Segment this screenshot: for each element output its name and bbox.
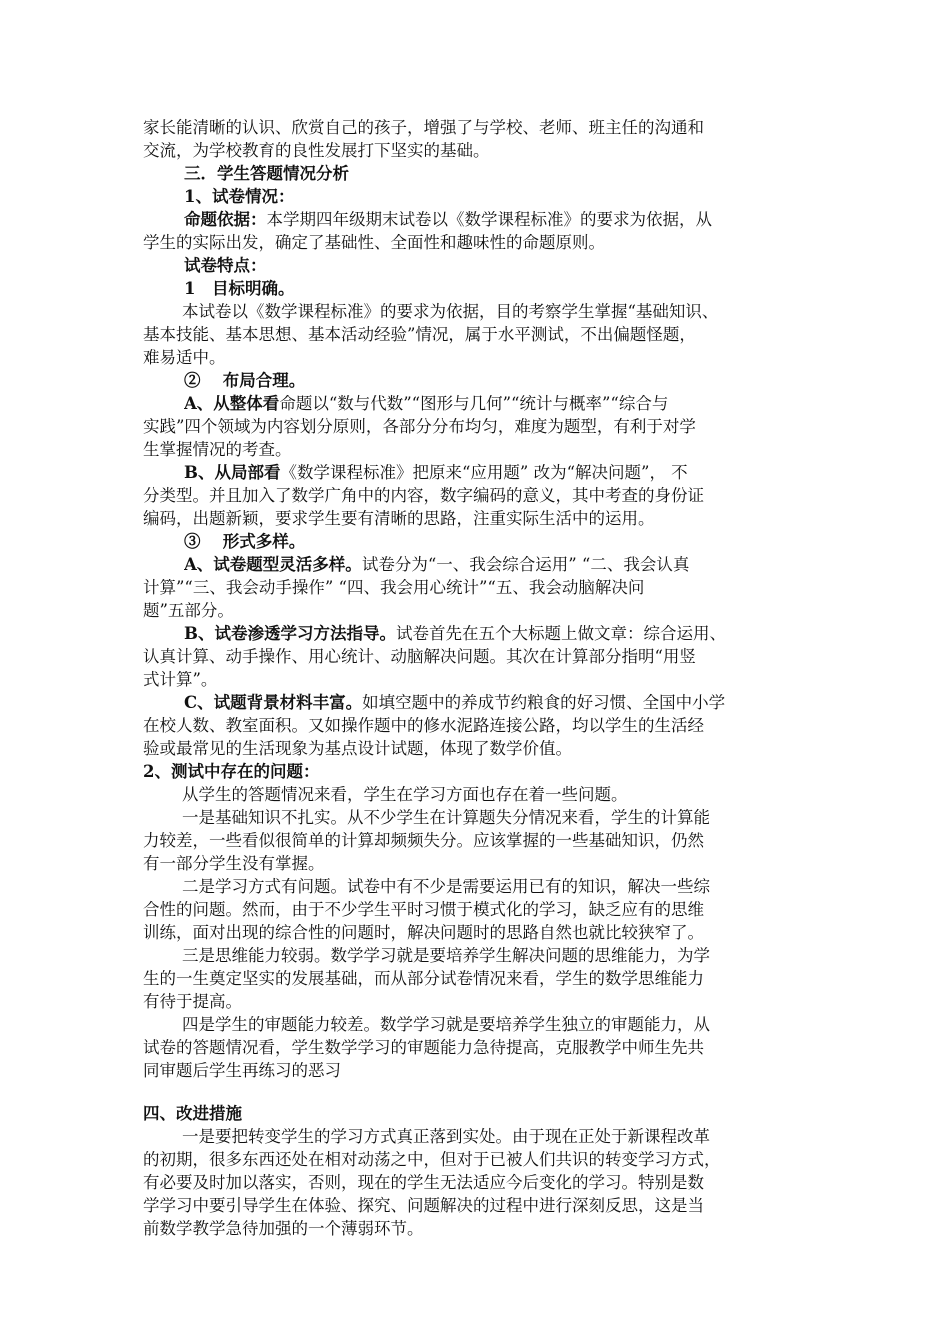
section-heading: 三．学生答题情况分析 [184, 164, 349, 183]
text-line [184, 691, 864, 715]
text-line: 有待于提高。 [143, 992, 242, 1011]
text-line: 学学习中要引导学生在体验、探究、问题解决的过程中进行深刻反思，这是当 [143, 1196, 704, 1215]
inline-heading: A、从整体看 [184, 394, 280, 413]
list-heading: 1 目标明确。 [184, 279, 295, 298]
text-line: 生的一生奠定坚实的发展基础，而从部分试卷情况来看，学生的数学思维能力 [143, 969, 704, 988]
text-line: 从学生的答题情况来看，学生在学习方面也存在着一些问题。 [182, 785, 628, 804]
text-line [184, 553, 864, 577]
text-run: 本学期四年级期末试卷以《数学课程标准》的要求为依据，从 [266, 210, 712, 229]
text-line: 一是要把转变学生的学习方式真正落到实处。由于现在正处于新课程改革 [182, 1127, 710, 1146]
list-heading: ③ 形式多样。 [184, 532, 306, 551]
text-line: 认真计算、动手操作、用心统计、动脑解决问题。其次在计算部分指明“用竖 [143, 647, 696, 666]
inline-heading: B、试卷渗透学习方法指导。 [184, 624, 396, 643]
text-line: 计算”“三、我会动手操作” “四、我会用心统计”“五、我会动脑解决问 [143, 578, 645, 597]
text-line: 力较差，一些看似很简单的计算却频频失分。应该掌握的一些基础知识，仍然 [143, 831, 704, 850]
text-line: 验或最常见的生活现象为基点设计试题，体现了数学价值。 [143, 739, 572, 758]
text-line: 试卷的答题情况看，学生数学学习的审题能力急待提高，克服教学中师生先共 [143, 1038, 704, 1057]
text-line [184, 392, 864, 416]
text-line: 有一部分学生没有掌握。 [143, 854, 325, 873]
text-line: 实践”四个领域为内容划分原则，各部分分布均匀，难度为题型，有利于对学 [143, 417, 696, 436]
text-line: 四是学生的审题能力较差。数学学习就是要培养学生独立的审题能力，从 [182, 1015, 710, 1034]
text-line: 生掌握情况的考查。 [143, 440, 292, 459]
text-line: 在校人数、教室面积。又如操作题中的修水泥路连接公路，均以学生的生活经 [143, 716, 704, 735]
text-run: 命题以“数与代数”“图形与几何”“统计与概率”“综合与 [279, 394, 669, 413]
subsection-heading: 1、试卷情况： [184, 187, 295, 206]
text-line: 一是基础知识不扎实。从不少学生在计算题失分情况来看，学生的计算能 [182, 808, 710, 827]
text-line: 有必要及时加以落实，否则，现在的学生无法适应今后变化的学习。特别是数 [143, 1173, 704, 1192]
text-run: 如填空题中的养成节约粮食的好习惯、全国中小学 [362, 693, 726, 712]
text-line: 学生的实际出发，确定了基础性、全面性和趣味性的命题原则。 [143, 233, 605, 252]
subheading: 试卷特点： [184, 256, 267, 275]
text-line: 难易适中。 [143, 348, 226, 367]
text-line: 同审题后学生再练习的恶习 [143, 1061, 341, 1080]
subsection-heading: 2、测试中存在的问题： [143, 762, 320, 781]
text-line: 训练，面对出现的综合性的问题时，解决问题时的思路自然也就比较狭窄了。 [143, 923, 704, 942]
text-line [184, 208, 864, 232]
text-line: 基本技能、基本思想、基本活动经验”情况，属于水平测试，不出偏题怪题， [143, 325, 696, 344]
text-line: 分类型。并且加入了数学广角中的内容，数字编码的意义，其中考查的身份证 [143, 486, 704, 505]
text-line [184, 622, 864, 646]
text-line: 式计算”。 [143, 670, 218, 689]
inline-heading: 命题依据： [184, 210, 267, 229]
inline-heading: A、试卷题型灵活多样。 [184, 555, 362, 574]
text-line: 家长能清晰的认识、欣赏自己的孩子，增强了与学校、老师、班主任的沟通和 [143, 118, 704, 137]
text-run: 试卷分为“一、我会综合运用” “二、我会认真 [361, 555, 690, 574]
text-line: 的初期，很多东西还处在相对动荡之中，但对于已被人们共识的转变学习方式， [143, 1150, 721, 1169]
text-line: 编码，出题新颖，要求学生要有清晰的思路，注重实际生活中的运用。 [143, 509, 655, 528]
text-line: 本试卷以《数学课程标准》的要求为依据，目的考察学生掌握“基础知识、 [182, 302, 719, 321]
text-line: 合性的问题。然而，由于不少学生平时习惯于模式化的学习，缺乏应有的思维 [143, 900, 704, 919]
text-line [184, 461, 864, 485]
inline-heading: C、试题背景材料丰富。 [184, 693, 363, 712]
text-line: 前数学教学急待加强的一个薄弱环节。 [143, 1219, 424, 1238]
text-run: 试卷首先在五个大标题上做文章：综合运用、 [395, 624, 726, 643]
text-line: 交流，为学校教育的良性发展打下坚实的基础。 [143, 141, 490, 160]
text-line: 三是思维能力较弱。数学学习就是要培养学生解决问题的思维能力，为学 [182, 946, 710, 965]
text-line: 题”五部分。 [143, 601, 234, 620]
list-heading: ② 布局合理。 [184, 371, 306, 390]
inline-heading: B、从局部看 [184, 463, 281, 482]
text-run: 《数学课程标准》把原来“应用题” 改为“解决问题”， 不 [280, 463, 688, 482]
section-heading: 四、改进措施 [143, 1104, 242, 1123]
text-line: 二是学习方式有问题。试卷中有不少是需要运用已有的知识，解决一些综 [182, 877, 710, 896]
